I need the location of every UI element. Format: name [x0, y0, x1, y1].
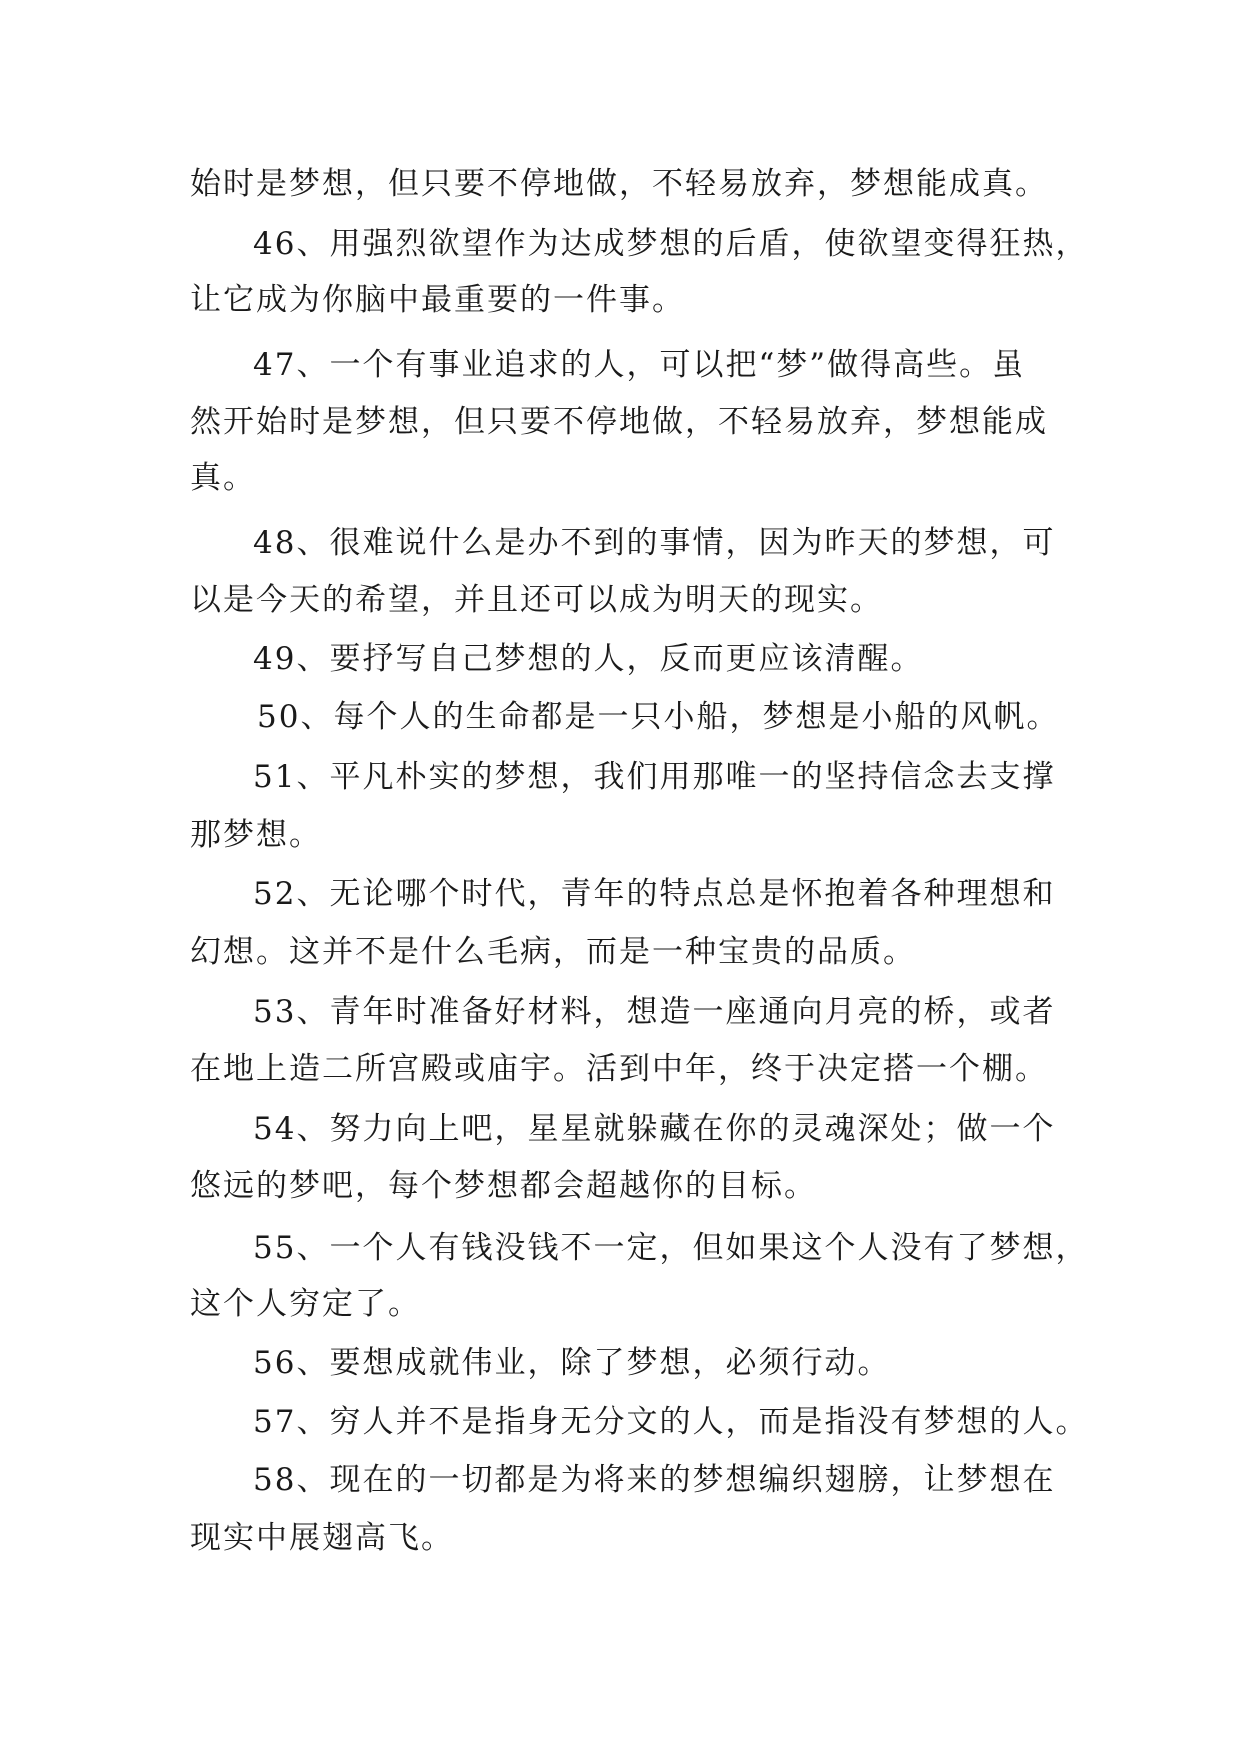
text-line: 56、要想成就伟业，除了梦想，必须行动。	[253, 1345, 891, 1381]
text-line: 52、无论哪个时代，青年的特点总是怀抱着各种理想和	[253, 876, 1056, 912]
text-line: 悠远的梦吧，每个梦想都会超越你的目标。	[190, 1168, 817, 1204]
text-line: 58、现在的一切都是为将来的梦想编织翅膀，让梦想在	[253, 1462, 1056, 1498]
text-line: 以是今天的希望，并且还可以成为明天的现实。	[190, 582, 883, 618]
text-line: 55、一个人有钱没钱不一定，但如果这个人没有了梦想，	[253, 1230, 1089, 1266]
text-line: 那梦想。	[190, 817, 322, 853]
text-line: 46、用强烈欲望作为达成梦想的后盾，使欲望变得狂热，	[253, 226, 1089, 262]
text-line: 幻想。这并不是什么毛病，而是一种宝贵的品质。	[190, 934, 916, 970]
text-line: 54、努力向上吧，星星就躲藏在你的灵魂深处；做一个	[253, 1111, 1056, 1147]
text-line: 51、平凡朴实的梦想，我们用那唯一的坚持信念去支撑	[253, 759, 1056, 795]
text-line: 始时是梦想，但只要不停地做，不轻易放弃，梦想能成真。	[190, 166, 1048, 202]
text-line: 在地上造二所宫殿或庙宇。活到中年，终于决定搭一个棚。	[190, 1051, 1048, 1087]
text-line: 57、穷人并不是指身无分文的人，而是指没有梦想的人。	[253, 1404, 1089, 1440]
text-line: 49、要抒写自己梦想的人，反而更应该清醒。	[253, 641, 924, 677]
text-line: 50、每个人的生命都是一只小船，梦想是小船的风帆。	[257, 699, 1060, 735]
text-line: 现实中展翅高飞。	[190, 1520, 454, 1556]
text-line: 然开始时是梦想，但只要不停地做，不轻易放弃，梦想能成	[190, 404, 1048, 440]
text-line: 53、青年时准备好材料，想造一座通向月亮的桥，或者	[253, 994, 1056, 1030]
text-line: 47、一个有事业追求的人，可以把“梦”做得高些。虽	[253, 347, 1026, 383]
text-line: 真。	[190, 460, 256, 496]
text-line: 这个人穷定了。	[190, 1286, 421, 1322]
text-line: 48、很难说什么是办不到的事情，因为昨天的梦想，可	[253, 525, 1056, 561]
text-line: 让它成为你脑中最重要的一件事。	[190, 282, 685, 318]
